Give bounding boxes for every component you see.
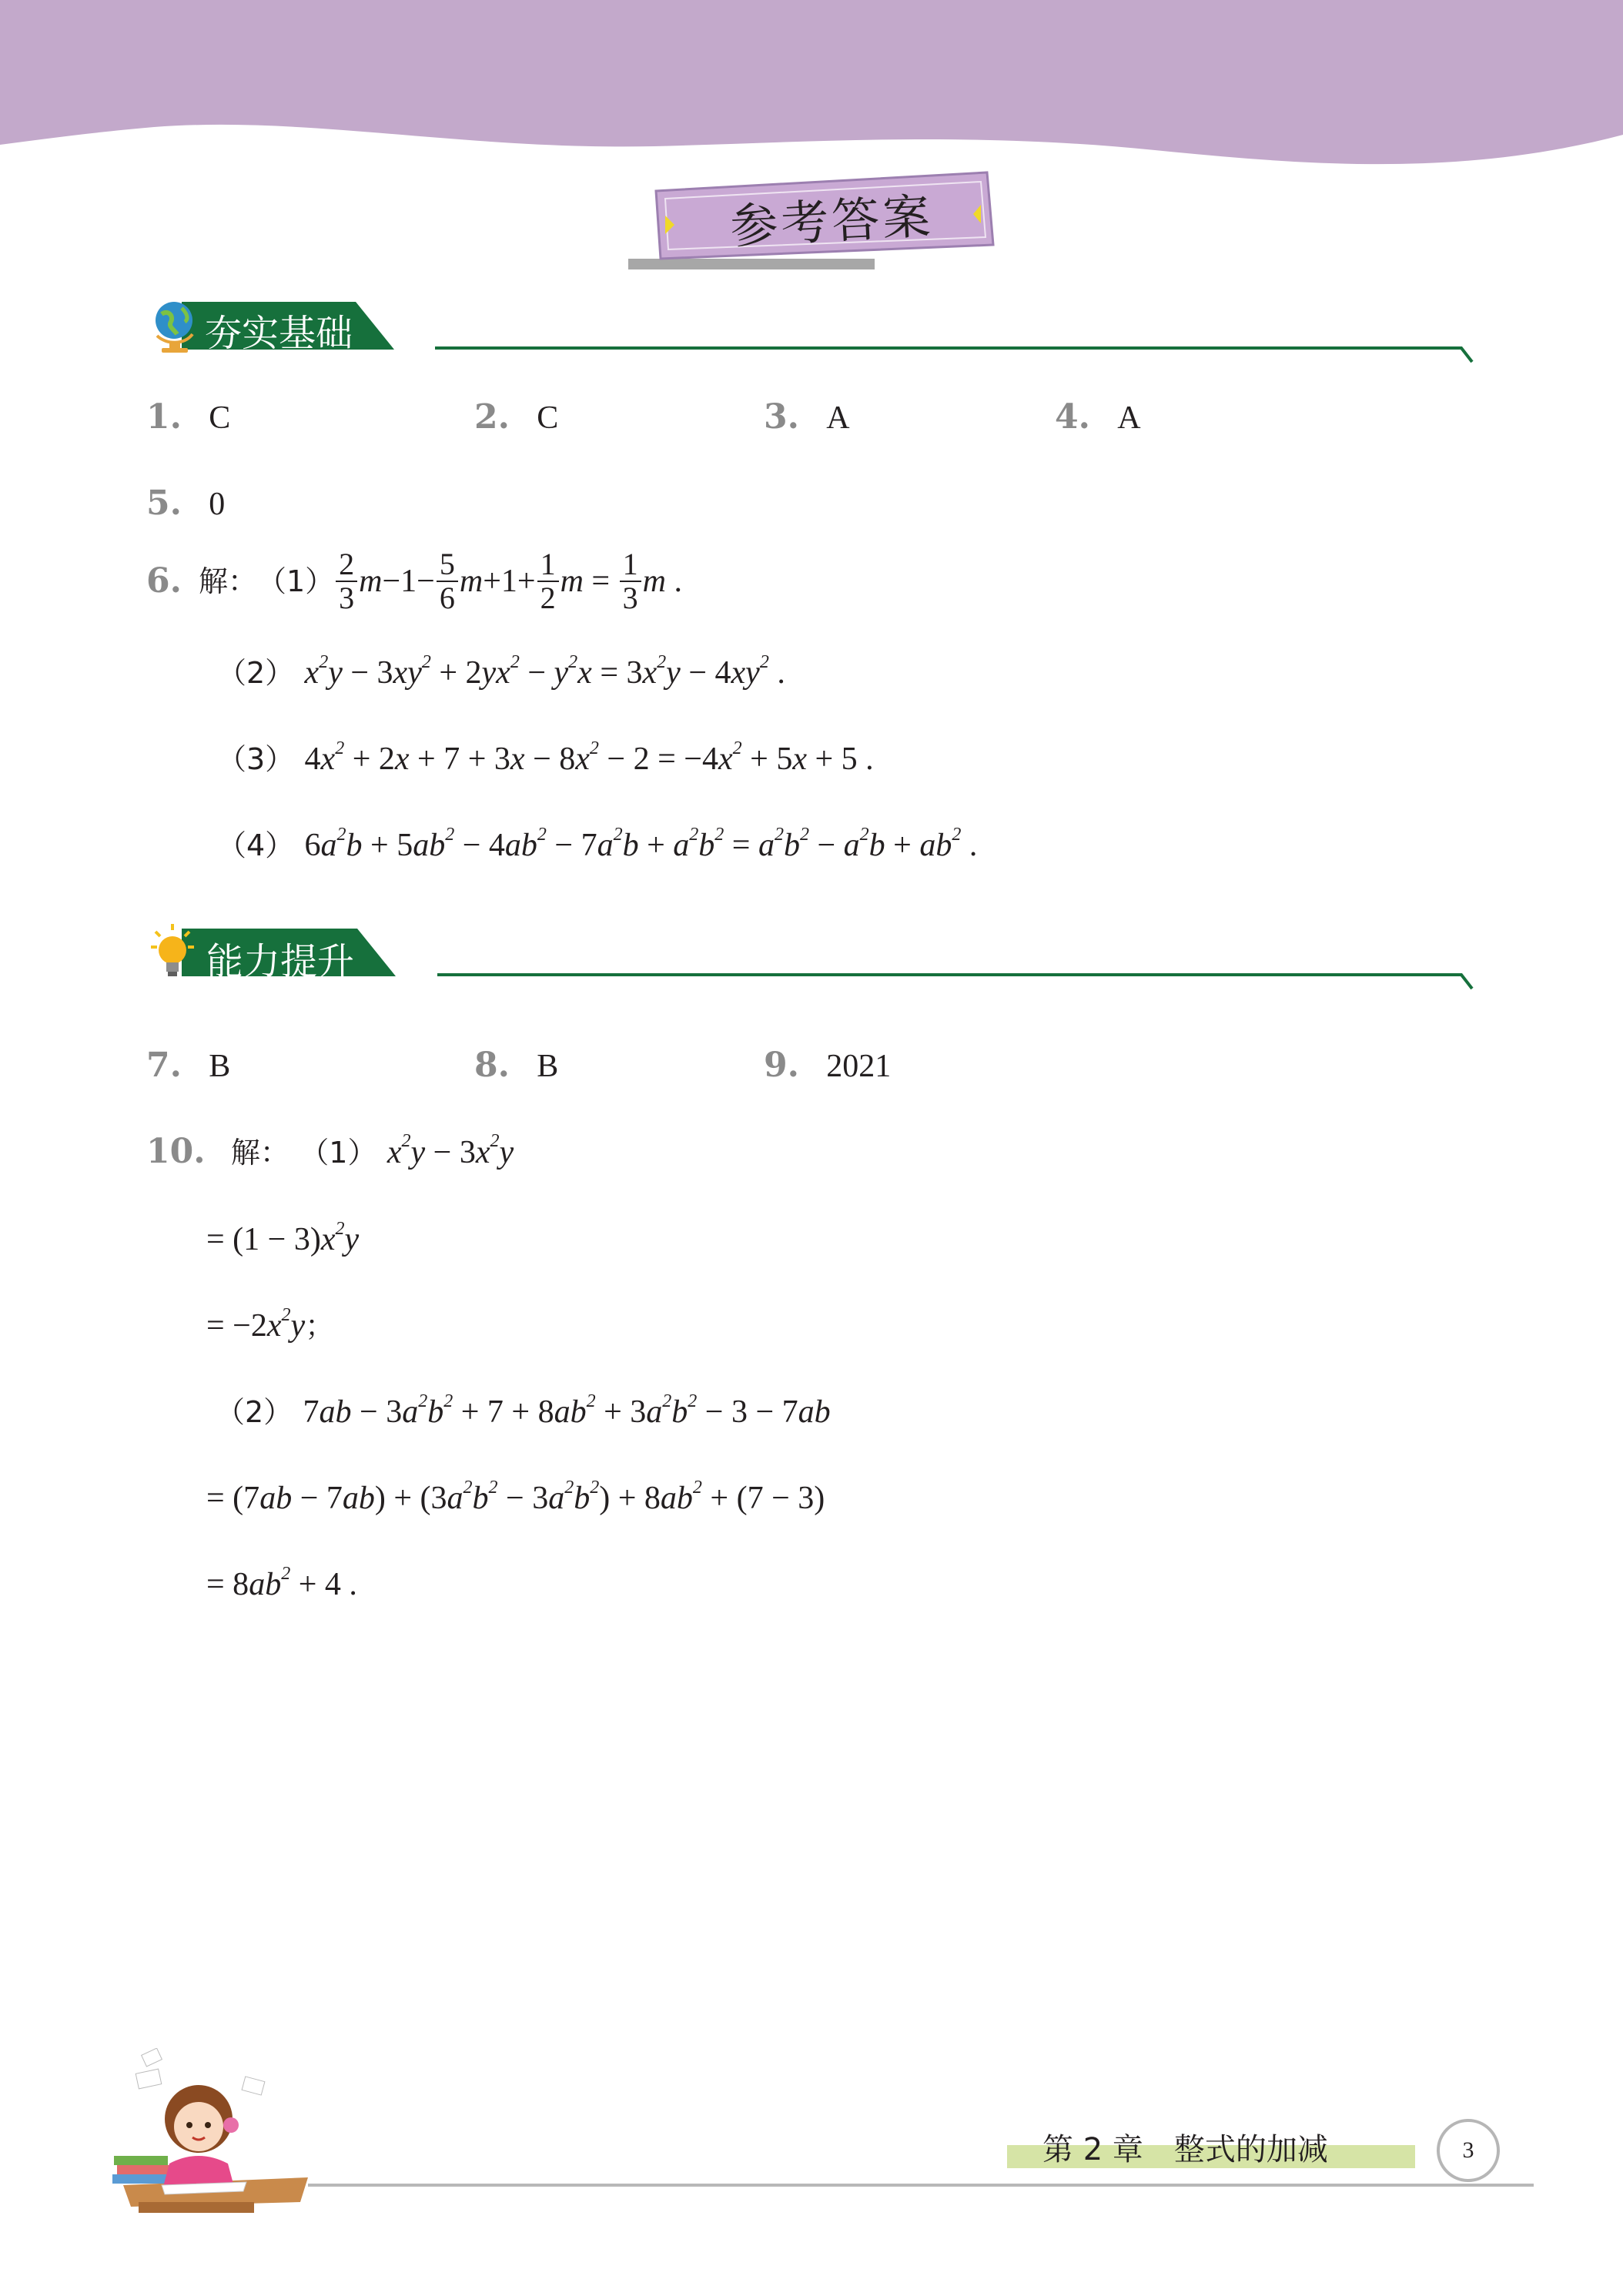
- footer-rule: [308, 2184, 1534, 2187]
- answer-value: 0: [209, 487, 226, 522]
- page-title: 参考答案: [728, 188, 935, 255]
- answer-q3: [764, 397, 850, 437]
- answer-value: A: [826, 400, 850, 436]
- question-number: 7.: [146, 1046, 182, 1085]
- equation-step: = $(7ab - 7ab) + (3a^2b^2 - 3a^2b^2) + 8ab^2 + (7 - 3)$: [206, 1478, 825, 1516]
- equation: $x^2y - 3x^2y$: [387, 1131, 514, 1170]
- part-label: （2）: [217, 656, 295, 690]
- page-number-badge: [1437, 2119, 1500, 2182]
- answer-q2: [474, 397, 559, 437]
- question-number: 10.: [146, 1132, 206, 1171]
- answer-value: A: [1117, 400, 1141, 436]
- equation-step: = $(1 - 3)x^2y$: [206, 1219, 360, 1257]
- equation: $7ab - 3a^2b^2 + 7 + 8ab^2 + 3a^2b^2 - 3 - 7ab$: [303, 1391, 831, 1430]
- answer-value: B: [209, 1049, 231, 1084]
- part-label: （1）: [256, 564, 335, 598]
- student-illustration: [108, 2048, 323, 2217]
- question-number: 8.: [474, 1046, 510, 1085]
- page-number: 3: [1462, 2137, 1474, 2163]
- globe-icon: [151, 299, 200, 354]
- question-number: 9.: [764, 1046, 799, 1085]
- answer-q4: [1055, 397, 1141, 437]
- part-label: （1）: [300, 1136, 377, 1170]
- equation: $6a^2b + 5ab^2 - 4ab^2 - 7a^2b + a^2b^2 = a^2b^2 - a^2b + ab^2$ .: [304, 825, 978, 863]
- answer-q8: [474, 1046, 559, 1085]
- answer-q5: [146, 484, 226, 523]
- equation-step: = $-2x^2y$；: [206, 1305, 335, 1344]
- answer-value: 2021: [826, 1049, 892, 1084]
- answer-value: C: [209, 400, 231, 436]
- lightbulb-icon: [149, 922, 196, 984]
- answer-q7: [146, 1046, 231, 1085]
- footer-chapter-title: 第 2 章 整式的加减: [1042, 2132, 1328, 2167]
- answer-q6-part4: [217, 825, 978, 863]
- equation-step: = $8ab^2 + 4$ .: [206, 1564, 357, 1602]
- answer-value: C: [537, 400, 559, 436]
- question-number: 5.: [146, 484, 182, 523]
- answer-q6-part1: [146, 548, 682, 614]
- question-number: 1.: [146, 397, 182, 437]
- answer-q6-part2: [217, 652, 785, 691]
- answer-value: B: [537, 1049, 559, 1084]
- equation: $x^2y - 3xy^2 + 2yx^2 - y^2x = 3x^2y - 4xy^2$ .: [304, 652, 785, 691]
- equation: $\frac{2}{3}$ m −1− $\frac{5}{6}$ m +1+ $\frac{1}{2}$ m = $\frac{1}{3}$ m .: [334, 548, 682, 614]
- top-banner: [0, 0, 1623, 177]
- part-label: （2）: [216, 1395, 293, 1429]
- question-number: 4.: [1055, 397, 1090, 437]
- solution-lead: 解：: [198, 564, 257, 598]
- equation: $4x^2 + 2x + 7 + 3x - 8x^2 - 2 = -4x^2 + 5x + 5$ .: [304, 738, 874, 777]
- section-title-advanced: 能力提升: [206, 940, 355, 983]
- question-number: 2.: [474, 397, 510, 437]
- answer-q6-part3: [217, 738, 874, 777]
- question-number: 3.: [764, 397, 799, 437]
- answer-q9: [764, 1046, 892, 1085]
- solution-lead: 解：: [230, 1136, 289, 1170]
- answer-q10-part1: [146, 1131, 514, 1171]
- answer-q10-part2: [216, 1391, 831, 1430]
- part-label: （4）: [217, 828, 295, 862]
- answer-q1: [146, 397, 231, 437]
- question-number: 6.: [146, 561, 182, 601]
- part-label: （3）: [217, 742, 295, 776]
- section-title-basic: 夯实基础: [205, 312, 353, 355]
